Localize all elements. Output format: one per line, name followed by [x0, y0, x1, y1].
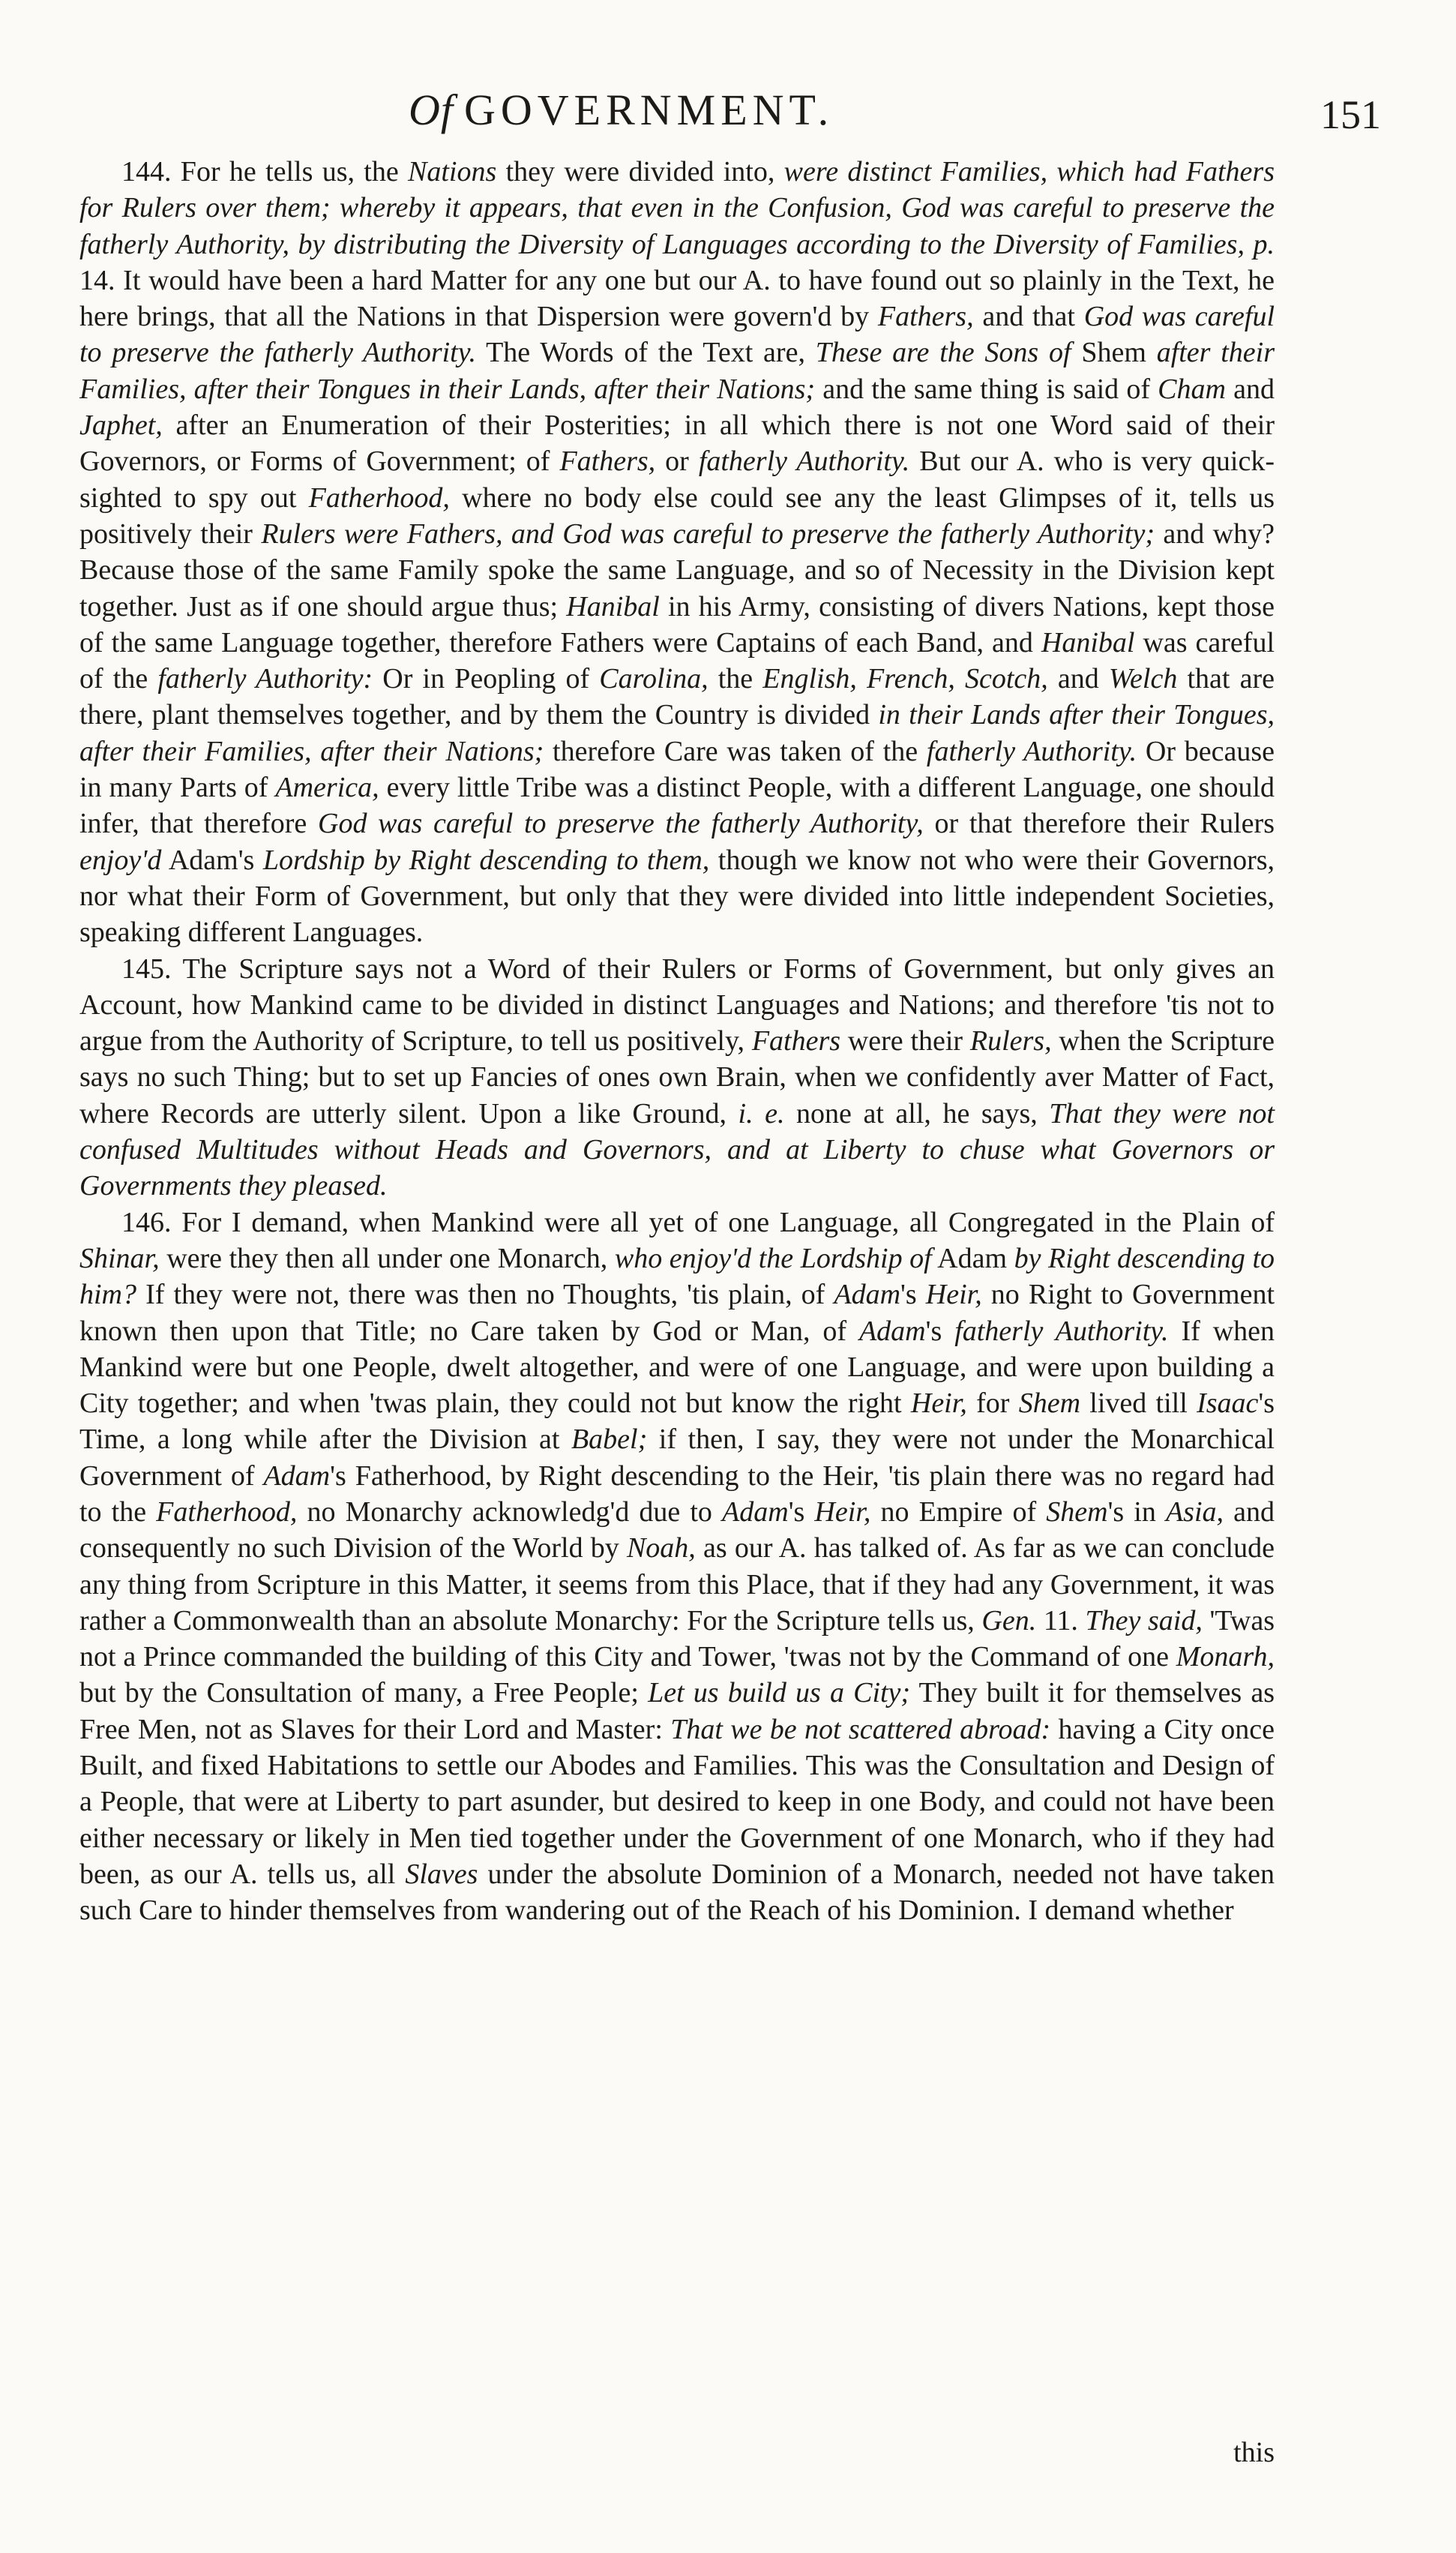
- roman-text: and that: [973, 301, 1084, 333]
- roman-text: none at all, he says,: [784, 1097, 1050, 1130]
- roman-text: If they were not, there was then no Thoughts, 'tis plain, of: [136, 1279, 834, 1311]
- roman-text: lived till: [1080, 1388, 1197, 1420]
- paragraph: [79, 154, 1275, 951]
- roman-text: where no body else could see any the least Glimpses of it, tells us positively their: [79, 482, 1275, 550]
- italic-text: Slaves: [405, 1858, 478, 1890]
- paragraph: [79, 1204, 1275, 1929]
- roman-text: every little Tribe was a distinct People, with a different Language, one should infer, that therefore: [79, 772, 1275, 840]
- italic-text: enjoy'd: [79, 844, 162, 876]
- italic-text: Adam: [722, 1496, 789, 1528]
- roman-text: under the absolute Dominion of a Monarch, needed not have taken such Care to hinder themselves from wandering out of the Reach of his Dominion. I demand whether: [79, 1858, 1275, 1927]
- roman-text: no Right to Government known then upon that Title; no Care taken by God or Man, of: [79, 1279, 1275, 1347]
- italic-text: That we be not scattered abroad:: [670, 1713, 1051, 1745]
- italic-text: English, French, Scotch,: [762, 663, 1048, 695]
- italic-text: Shem: [1018, 1388, 1081, 1420]
- roman-text: no Monarchy acknowledg'd due to: [297, 1496, 723, 1528]
- roman-text: after an Enumeration of their Posterities; in all which there is not one Word said of their Governors, or Forms of Government; of: [79, 410, 1275, 478]
- italic-text: fatherly Authority.: [954, 1315, 1169, 1347]
- italic-text: Cham: [1158, 373, 1226, 405]
- roman-text: 's Fatherhood, by Right descending to the Heir, 'tis plain there was no regard had to the: [79, 1460, 1275, 1528]
- italic-text: Adam: [834, 1279, 901, 1311]
- italic-text: in their Lands after their Tongues, after their Families, after their Nations;: [79, 699, 1275, 767]
- roman-text: 146. For I demand, when Mankind were all yet of one Language, all Congregated in the Plain of: [121, 1206, 1275, 1238]
- italic-text: Rulers,: [969, 1025, 1052, 1058]
- roman-text: 's: [900, 1279, 926, 1311]
- roman-text: 144. For he tells us, the: [121, 156, 409, 188]
- italic-text: by Right descending to him?: [79, 1242, 1275, 1311]
- roman-text: or: [655, 446, 699, 478]
- body-text: [79, 154, 1275, 1929]
- italic-text: Lordship by Right descending to them,: [262, 844, 710, 876]
- italic-text: That they were not confused Multitudes without Heads and Governors, and at Liberty to chuse what Governors or Governments they pleased.: [79, 1097, 1275, 1202]
- roman-text: Adam: [931, 1242, 1014, 1274]
- roman-text: and the same thing is said of: [815, 373, 1158, 405]
- italic-text: who enjoy'd the Lordship of: [614, 1242, 932, 1274]
- roman-text: They built it for themselves as Free Men, not as Slaves for their Lord and Master:: [79, 1677, 1275, 1745]
- italic-text: Shem: [1046, 1496, 1108, 1528]
- italic-text: Fatherhood,: [308, 482, 450, 514]
- italic-text: Fathers,: [877, 301, 974, 333]
- roman-text: and: [1225, 373, 1275, 405]
- italic-text: fatherly Authority.: [698, 446, 910, 478]
- page-number: 151: [1320, 92, 1381, 137]
- italic-text: America,: [275, 772, 379, 804]
- running-head-of: Of: [409, 86, 454, 134]
- italic-text: Heir,: [925, 1279, 982, 1311]
- italic-text: Gen.: [981, 1604, 1037, 1636]
- italic-text: Heir,: [910, 1388, 967, 1420]
- italic-text: Shinar,: [79, 1242, 160, 1274]
- roman-text: when the Scripture says no such Thing; but to set up Fancies of ones own Brain, when we confidently aver Matter of Fact, where Records are utterly silent. Upon a like Ground,: [79, 1025, 1275, 1130]
- roman-text: 'Twas not a Prince commanded the building of this City and Tower, 'twas not by the Command of one: [79, 1604, 1275, 1673]
- roman-text: was careful of the: [79, 626, 1275, 695]
- roman-text: Shem: [1071, 337, 1157, 369]
- italic-text: fatherly Authority:: [157, 663, 373, 695]
- roman-text: having a City once Built, and fixed Habitations to settle our Abodes and Families. This was the Consultation and Design of a People, that were at Liberty to part asunder, but desired to keep in one Body, and could not have been either necessary or likely in Men tied together under the Government of one Monarch, who if they had been, as our A. tells us, all: [79, 1713, 1275, 1890]
- italic-text: i. e.: [738, 1097, 785, 1130]
- italic-text: Fathers,: [559, 446, 656, 478]
- roman-text: But our A. who is very quick-sighted to spy out: [79, 446, 1275, 514]
- roman-text: that are there, plant themselves together, and by them the Country is divided: [79, 663, 1275, 731]
- italic-text: Fatherhood,: [156, 1496, 298, 1528]
- roman-text: but by the Consultation of many, a Free People;: [79, 1677, 649, 1709]
- roman-text: no Empire of: [870, 1496, 1047, 1528]
- italic-text: God was careful to preserve the fatherly Authority.: [79, 301, 1275, 369]
- running-head-title: GOVERNMENT.: [464, 86, 834, 134]
- italic-text: Hanibal: [1041, 626, 1135, 658]
- italic-text: fatherly Authority.: [926, 735, 1137, 767]
- roman-text: they were divided into,: [496, 156, 784, 188]
- roman-text: and why? Because those of the same Family spoke the same Language, and so of Necessity in the Division kept together. Just as if one should argue thus;: [79, 518, 1275, 622]
- italic-text: Noah,: [626, 1532, 696, 1564]
- roman-text: or that therefore their Rulers: [923, 808, 1275, 840]
- running-head: [409, 88, 834, 132]
- italic-text: Let us build us a City;: [648, 1677, 911, 1709]
- italic-text: were distinct Families, which had Fathers for Rulers over them; whereby it appears, that even in the Confusion, God was careful to preserve the fatherly Authority, by distributing the Diversity of Languages according to the Diversity of Families, p.: [79, 156, 1275, 260]
- roman-text: as our A. has talked of. As far as we can conclude any thing from Scripture in this Matter, it seems from this Place, that if they had any Government, it was rather a Commonwealth than an absolute Monarchy: For the Scripture tells us,: [79, 1532, 1275, 1636]
- italic-text: Japhet,: [79, 410, 163, 442]
- roman-text: in his Army, consisting of divers Nations, kept those of the same Language together, therefore Fathers were Captains of each Band, and: [79, 590, 1275, 658]
- roman-text: 's Time, a long while after the Division at: [79, 1388, 1275, 1456]
- italic-text: Rulers were Fathers, and God was careful to preserve the fatherly Authority;: [261, 518, 1155, 550]
- roman-text: for: [966, 1388, 1019, 1420]
- catchword: this: [1233, 2437, 1275, 2468]
- italic-text: God was careful to preserve the fatherly Authority,: [318, 808, 924, 840]
- italic-text: Adam: [263, 1460, 331, 1492]
- roman-text: Adam's: [161, 844, 263, 876]
- italic-text: Heir,: [814, 1496, 871, 1528]
- roman-text: The Words of the Text are,: [476, 337, 816, 369]
- roman-text: 's in: [1107, 1496, 1166, 1528]
- roman-text: and consequently no such Division of the World by: [79, 1496, 1275, 1564]
- roman-text: Or because in many Parts of: [79, 735, 1275, 804]
- roman-text: were their: [840, 1025, 970, 1058]
- italic-text: Monarh,: [1176, 1641, 1275, 1673]
- italic-text: Isaac: [1197, 1388, 1259, 1420]
- italic-text: They said,: [1085, 1604, 1203, 1636]
- roman-text: 's: [788, 1496, 815, 1528]
- roman-text: therefore Care was taken of the: [544, 735, 927, 767]
- italic-text: Asia,: [1165, 1496, 1224, 1528]
- roman-text: 14. It would have been a hard Matter for any one but our A. to have found out so plainly in the Text, he here brings, that all the Nations in that Dispersion were govern'd by: [79, 264, 1275, 333]
- roman-text: 11.: [1036, 1604, 1086, 1636]
- italic-text: Adam: [858, 1315, 926, 1347]
- italic-text: after their Families, after their Tongues in their Lands, after their Nations;: [79, 337, 1275, 405]
- roman-text: the: [708, 663, 763, 695]
- paragraph: [79, 951, 1275, 1204]
- italic-text: Welch: [1108, 663, 1178, 695]
- roman-text: 145. The Scripture says not a Word of their Rulers or Forms of Government, but only gives an Account, how Mankind came to be divided in distinct Languages and Nations; and therefore 'tis not to argue from the Authority of Scripture, to tell us positively,: [79, 952, 1275, 1058]
- italic-text: Babel;: [571, 1424, 648, 1456]
- italic-text: Carolina,: [599, 663, 709, 695]
- roman-text: if then, I say, they were not under the Monarchical Government of: [79, 1424, 1275, 1492]
- roman-text: If when Mankind were but one People, dwelt altogether, and were of one Language, and were upon building a City together; and when 'twas plain, they could not but know the right: [79, 1315, 1275, 1420]
- roman-text: though we know not who were their Governors, nor what their Form of Government, but only that they were divided into little independent Societies, speaking different Languages.: [79, 844, 1275, 949]
- italic-text: Hanibal: [566, 590, 660, 622]
- italic-text: Nations: [408, 156, 497, 188]
- roman-text: Or in Peopling of: [373, 663, 600, 695]
- italic-text: Fathers: [751, 1025, 841, 1058]
- italic-text: These are the Sons of: [815, 337, 1071, 369]
- roman-text: 's: [925, 1315, 955, 1347]
- roman-text: were they then all under one Monarch,: [159, 1242, 615, 1274]
- roman-text: and: [1047, 663, 1109, 695]
